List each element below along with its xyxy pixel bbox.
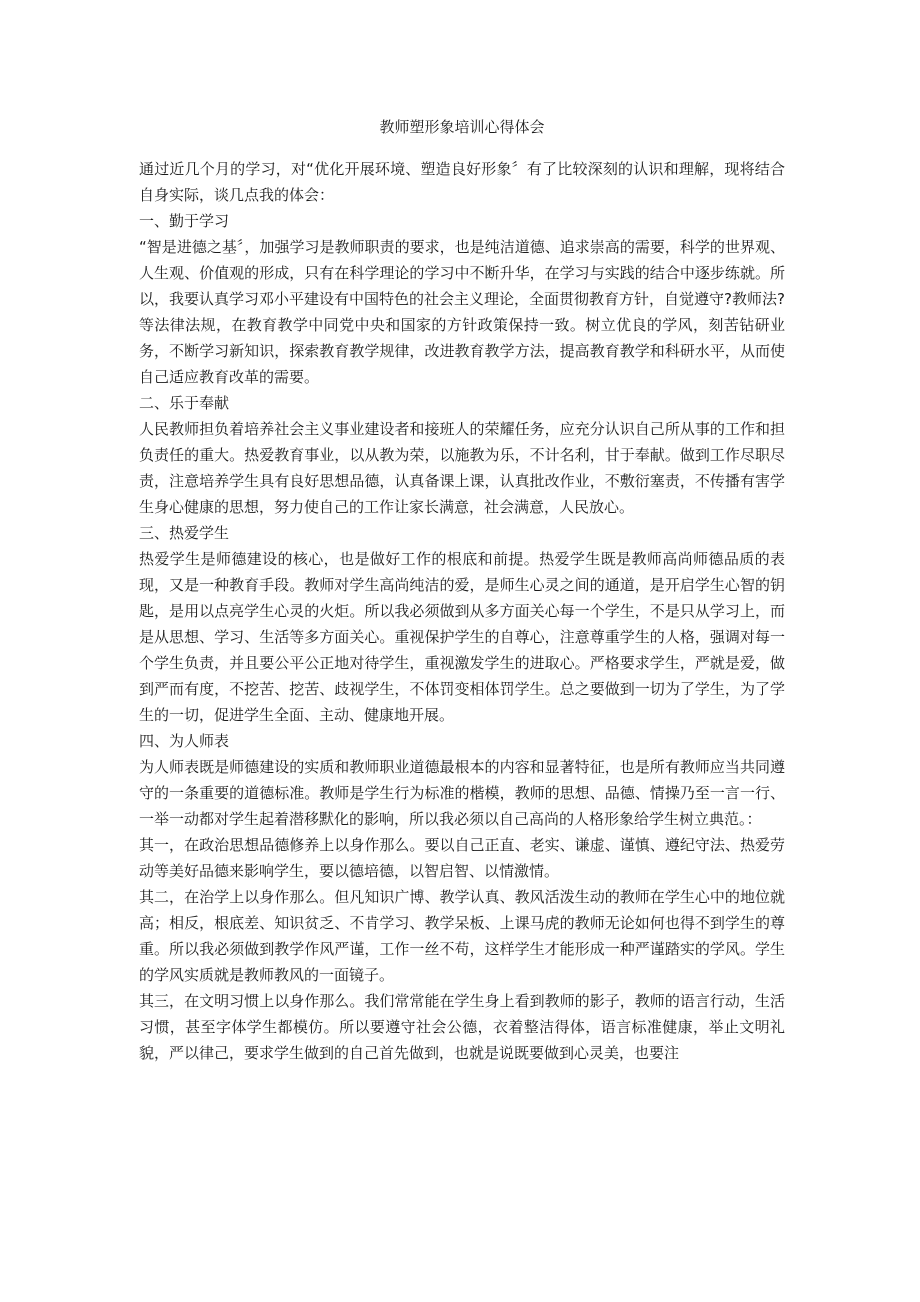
section-heading: 三、热爱学生: [139, 524, 230, 542]
document-content: [139, 156, 785, 1066]
body-paragraph: 其一，在政治思想品德修养上以身作那么。要以自己正直、老实、谦虚、谨慎、遵纪守法、热爱劳动等美好品德来影响学生，要以德培德，以智启智、以情激情。: [139, 836, 785, 880]
document-body: [139, 114, 785, 1066]
body-paragraph: 为人师表既是师德建设的实质和教师职业道德最根本的内容和显著特征，也是所有教师应当共同遵守的一条重要的道德标准。教师是学生行为标准的楷模，教师的思想、品德、情操乃至一言一行、一举一动都对学生起着潜移默化的影响，所以我必须以自己高尚的人格形象给学生树立典范。：: [139, 758, 785, 828]
body-paragraph: 其三，在文明习惯上以身作那么。我们常常能在学生身上看到教师的影子，教师的语言行动，生活习惯，甚至字体学生都模仿。所以要遵守社会公德，衣着整洁得体，语言标准健康，举止文明礼貌，严以律己，要求学生做到的自己首先做到，也就是说既要做到心灵美，也要注: [139, 992, 785, 1062]
body-paragraph: 热爱学生是师德建设的核心，也是做好工作的根底和前提。热爱学生既是教师高尚师德品质的表现，又是一种教育手段。教师对学生高尚纯洁的爱，是师生心灵之间的通道，是开启学生心智的钥匙，是用以点亮学生心灵的火炬。所以我必须做到从多方面关心每一个学生，不是只从学习上，而是从思想、学习、生活等多方面关心。重视保护学生的自尊心，注意尊重学生的人格，强调对每一个学生负责，并且要公平公正地对待学生，重视激发学生的进取心。严格要求学生，严就是爱，做到严而有度，不挖苦、挖苦、歧视学生，不体罚变相体罚学生。总之要做到一切为了学生，为了学生的一切，促进学生全面、主动、健康地开展。: [139, 550, 785, 724]
body-paragraph: “智是进德之基〞，加强学习是教师职责的要求，也是纯洁道德、追求崇高的需要，科学的世界观、人生观、价值观的形成，只有在科学理论的学习中不断升华，在学习与实践的结合中逐步练就。所以，我要认真学习邓小平建设有中国特色的社会主义理论，全面贯彻教育方针，自觉遵守?教师法?等法律法规，在教育教学中同党中央和国家的方针政策保持一致。树立优良的学风，刻苦钻研业务，不断学习新知识，探索教育教学规律，改进教育教学方法，提高教育教学和科研水平，从而使自己适应教育改革的需要。: [139, 238, 785, 386]
section-heading: 四、为人师表: [139, 732, 230, 750]
section-heading: 一、勤于学习: [139, 212, 230, 230]
section-heading: 二、乐于奉献: [139, 394, 230, 412]
document-title: 教师塑形象培训心得体会: [379, 118, 545, 136]
body-paragraph: 其二，在治学上以身作那么。但凡知识广博、教学认真、教风活泼生动的教师在学生心中的地位就高；相反，根底差、知识贫乏、不肯学习、教学呆板、上课马虎的教师无论如何也得不到学生的尊重。所以我必须做到教学作风严谨，工作一丝不苟，这样学生才能形成一种严谨踏实的学风。学生的学风实质就是教师教风的一面镜子。: [139, 888, 785, 984]
body-paragraph: 通过近几个月的学习，对“优化开展环境、塑造良好形象〞有了比较深刻的认识和理解，现将结合自身实际，谈几点我的体会：: [139, 160, 785, 204]
body-paragraph: 人民教师担负着培养社会主义事业建设者和接班人的荣耀任务，应充分认识自己所从事的工作和担负责任的重大。热爱教育事业，以从教为荣，以施教为乐，不计名利，甘于奉献。做到工作尽职尽责，注意培养学生具有良好思想品德，认真备课上课，认真批改作业，不敷衍塞责，不传播有害学生身心健康的思想，努力使自己的工作让家长满意，社会满意，人民放心。: [139, 420, 785, 516]
